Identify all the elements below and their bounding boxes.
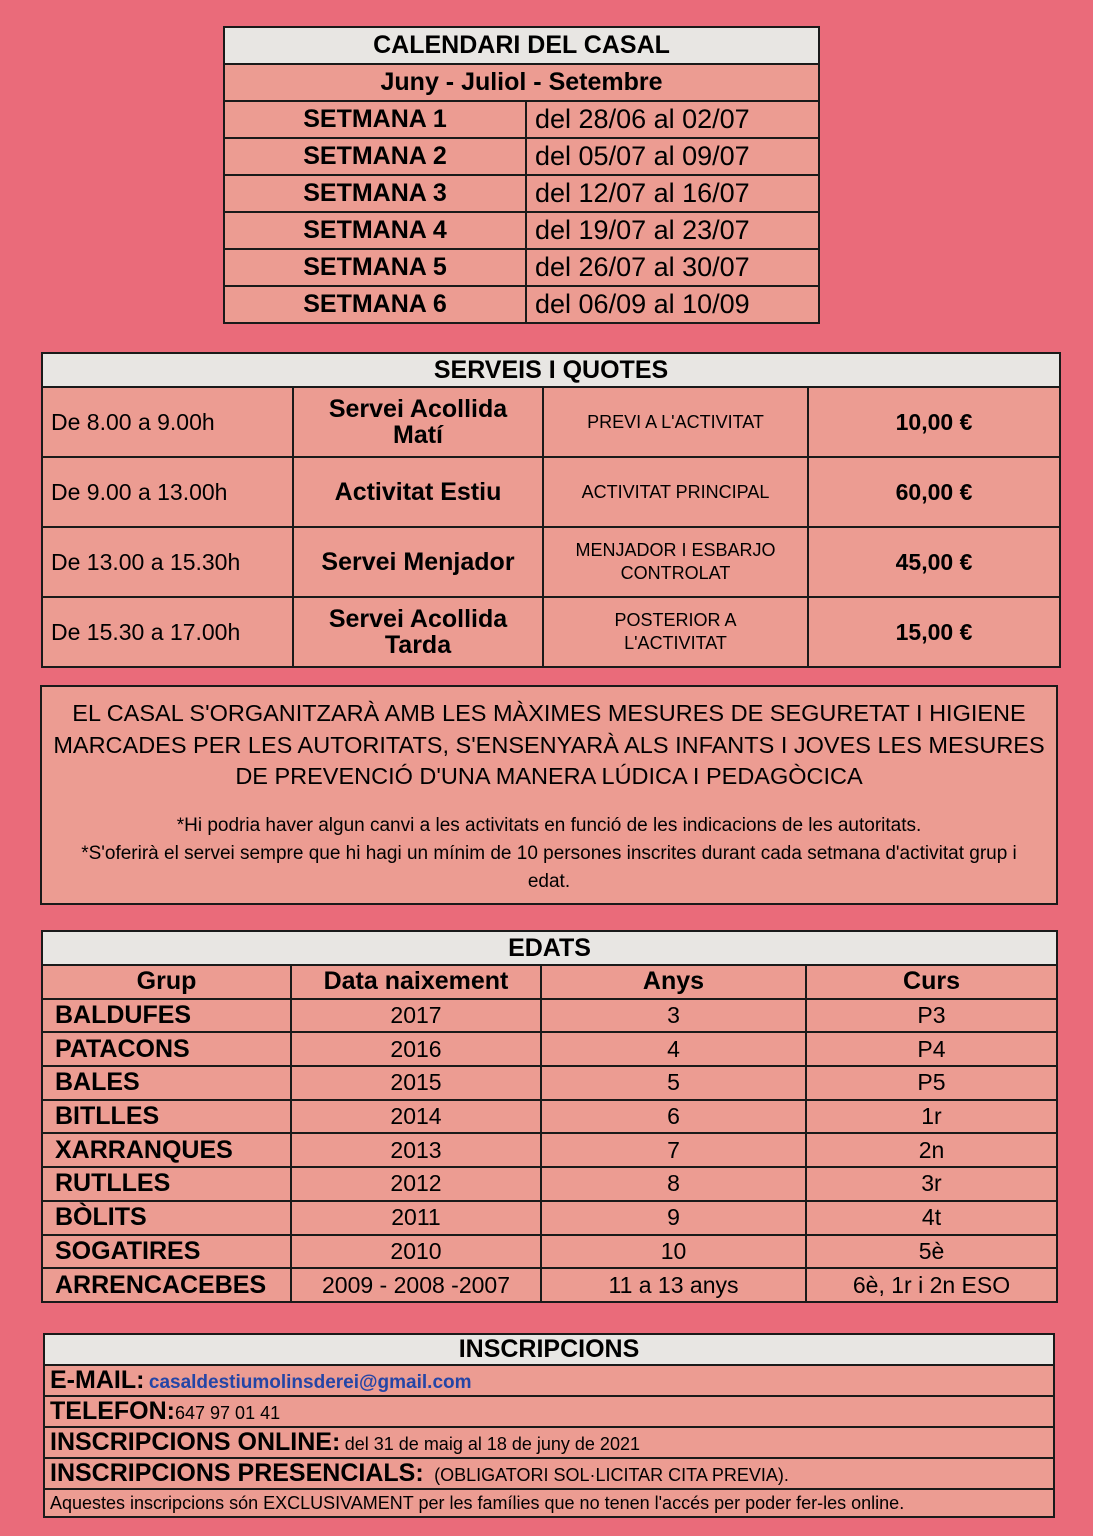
calendar-title: CALENDARI DEL CASAL (224, 27, 819, 64)
week-row (224, 249, 819, 286)
inscriptions-table (43, 1333, 1055, 1518)
week-dates: del 26/07 al 30/07 (526, 249, 819, 286)
notice-note-2: *S'oferirà el servei sempre que hi hagi un mínim de 10 persones inscrites durant cada setmana d'activitat grup i edat. (81, 842, 1017, 892)
week-label: SETMANA 3 (224, 175, 526, 212)
table-row (42, 1167, 1057, 1201)
calendar-subtitle: Juny - Juliol - Setembre (224, 64, 819, 101)
week-dates: del 28/06 al 02/07 (526, 101, 819, 138)
week-label: SETMANA 2 (224, 138, 526, 175)
service-time: De 9.00 a 13.00h (42, 457, 293, 527)
group-name: BALDUFES (42, 999, 291, 1033)
birth-year: 2015 (291, 1066, 541, 1100)
email-link[interactable]: casaldestiumolinsderei@gmail.com (148, 1372, 472, 1393)
col-header-birth: Data naixement (291, 965, 541, 999)
inscriptions-footnote: Aquestes inscripcions són EXCLUSIVAMENT per les famílies que no tenen l'accés per poder fer-les online. (44, 1489, 1054, 1517)
week-row (224, 101, 819, 138)
inscriptions-title: INSCRIPCIONS (44, 1334, 1054, 1365)
table-row (42, 1268, 1057, 1302)
group-name: XARRANQUES (42, 1133, 291, 1167)
col-header-group: Grup (42, 965, 291, 999)
age-years: 7 (541, 1133, 806, 1167)
age-years: 11 a 13 anys (541, 1268, 806, 1302)
service-name: Activitat Estiu (293, 457, 543, 527)
birth-year: 2017 (291, 999, 541, 1033)
service-price: 60,00 € (808, 457, 1060, 527)
age-years: 5 (541, 1066, 806, 1100)
presencial-label: INSCRIPCIONS PRESENCIALS: (50, 1459, 424, 1487)
birth-year: 2014 (291, 1100, 541, 1134)
services-title: SERVEIS I QUOTES (42, 353, 1060, 387)
school-course: 3r (806, 1167, 1057, 1201)
col-header-course: Curs (806, 965, 1057, 999)
phone-label: TELEFON: (50, 1397, 175, 1425)
ages-header-row (42, 965, 1057, 999)
group-name: BITLLES (42, 1100, 291, 1134)
email-label: E-MAIL: (50, 1366, 145, 1394)
service-price: 10,00 € (808, 387, 1060, 457)
service-price: 45,00 € (808, 527, 1060, 597)
ages-title: EDATS (42, 931, 1057, 965)
online-label: INSCRIPCIONS ONLINE: (50, 1428, 341, 1456)
table-row (42, 1201, 1057, 1235)
table-row (42, 1032, 1057, 1066)
age-years: 6 (541, 1100, 806, 1134)
age-years: 10 (541, 1235, 806, 1269)
services-table (41, 352, 1061, 668)
col-header-years: Anys (541, 965, 806, 999)
notice-main: EL CASAL S'ORGANITZARÀ AMB LES MÀXIMES MESURES DE SEGURETAT I HIGIENE MARCADES PER LES AUTORITATS, S'ENSENYARÀ ALS INFANTS I JOVES LES MESURES DE PREVENCIÓ D'UNA MANERA LÚDICA I PEDAGÒCICA (53, 700, 1045, 789)
school-course: 1r (806, 1100, 1057, 1134)
online-dates: del 31 de maig al 18 de juny de 2021 (344, 1434, 640, 1454)
school-course: P4 (806, 1032, 1057, 1066)
school-course: 4t (806, 1201, 1057, 1235)
group-name: PATACONS (42, 1032, 291, 1066)
service-note: MENJADOR I ESBARJO CONTROLAT (543, 527, 808, 597)
week-label: SETMANA 5 (224, 249, 526, 286)
table-row (42, 1100, 1057, 1134)
birth-year: 2012 (291, 1167, 541, 1201)
birth-year: 2009 - 2008 -2007 (291, 1268, 541, 1302)
age-years: 8 (541, 1167, 806, 1201)
service-time: De 13.00 a 15.30h (42, 527, 293, 597)
ages-table (41, 930, 1058, 1303)
group-name: RUTLLES (42, 1167, 291, 1201)
service-price: 15,00 € (808, 597, 1060, 667)
birth-year: 2010 (291, 1235, 541, 1269)
birth-year: 2016 (291, 1032, 541, 1066)
week-label: SETMANA 6 (224, 286, 526, 323)
online-row (44, 1427, 1054, 1458)
service-note: POSTERIOR A L'ACTIVITAT (543, 597, 808, 667)
week-row (224, 138, 819, 175)
school-course: P3 (806, 999, 1057, 1033)
phone-row (44, 1396, 1054, 1427)
service-row (42, 527, 1060, 597)
school-course: P5 (806, 1066, 1057, 1100)
service-row (42, 597, 1060, 667)
service-note: ACTIVITAT PRINCIPAL (543, 457, 808, 527)
notice-box (40, 685, 1058, 905)
service-row (42, 457, 1060, 527)
school-course: 5è (806, 1235, 1057, 1269)
school-course: 6è, 1r i 2n ESO (806, 1268, 1057, 1302)
notice-note-1: *Hi podria haver algun canvi a les activitats en funció de les indicacions de les autoritats. (176, 814, 922, 836)
notice-footnotes (42, 812, 1056, 896)
birth-year: 2013 (291, 1133, 541, 1167)
week-dates: del 19/07 al 23/07 (526, 212, 819, 249)
table-row (42, 1235, 1057, 1269)
table-row (42, 1066, 1057, 1100)
service-name: Servei Menjador (293, 527, 543, 597)
calendar-table (223, 26, 820, 324)
week-dates: del 05/07 al 09/07 (526, 138, 819, 175)
week-dates: del 12/07 al 16/07 (526, 175, 819, 212)
age-years: 3 (541, 999, 806, 1033)
service-name: Servei Acollida Matí (293, 387, 543, 457)
presencial-note: (OBLIGATORI SOL·LICITAR CITA PREVIA). (434, 1465, 789, 1485)
group-name: SOGATIRES (42, 1235, 291, 1269)
week-dates: del 06/09 al 10/09 (526, 286, 819, 323)
week-row (224, 175, 819, 212)
week-label: SETMANA 1 (224, 101, 526, 138)
school-course: 2n (806, 1133, 1057, 1167)
service-note: PREVI A L'ACTIVITAT (543, 387, 808, 457)
presencial-row (44, 1458, 1054, 1489)
footnote-row (44, 1489, 1054, 1517)
table-row (42, 1133, 1057, 1167)
table-row (42, 999, 1057, 1033)
group-name: BÒLITS (42, 1201, 291, 1235)
service-time: De 15.30 a 17.00h (42, 597, 293, 667)
week-row (224, 286, 819, 323)
age-years: 9 (541, 1201, 806, 1235)
email-row (44, 1365, 1054, 1396)
service-row (42, 387, 1060, 457)
service-name: Servei Acollida Tarda (293, 597, 543, 667)
week-label: SETMANA 4 (224, 212, 526, 249)
group-name: ARRENCACEBES (42, 1268, 291, 1302)
birth-year: 2011 (291, 1201, 541, 1235)
service-time: De 8.00 a 9.00h (42, 387, 293, 457)
week-row (224, 212, 819, 249)
group-name: BALES (42, 1066, 291, 1100)
phone-number: 647 97 01 41 (175, 1403, 281, 1423)
age-years: 4 (541, 1032, 806, 1066)
